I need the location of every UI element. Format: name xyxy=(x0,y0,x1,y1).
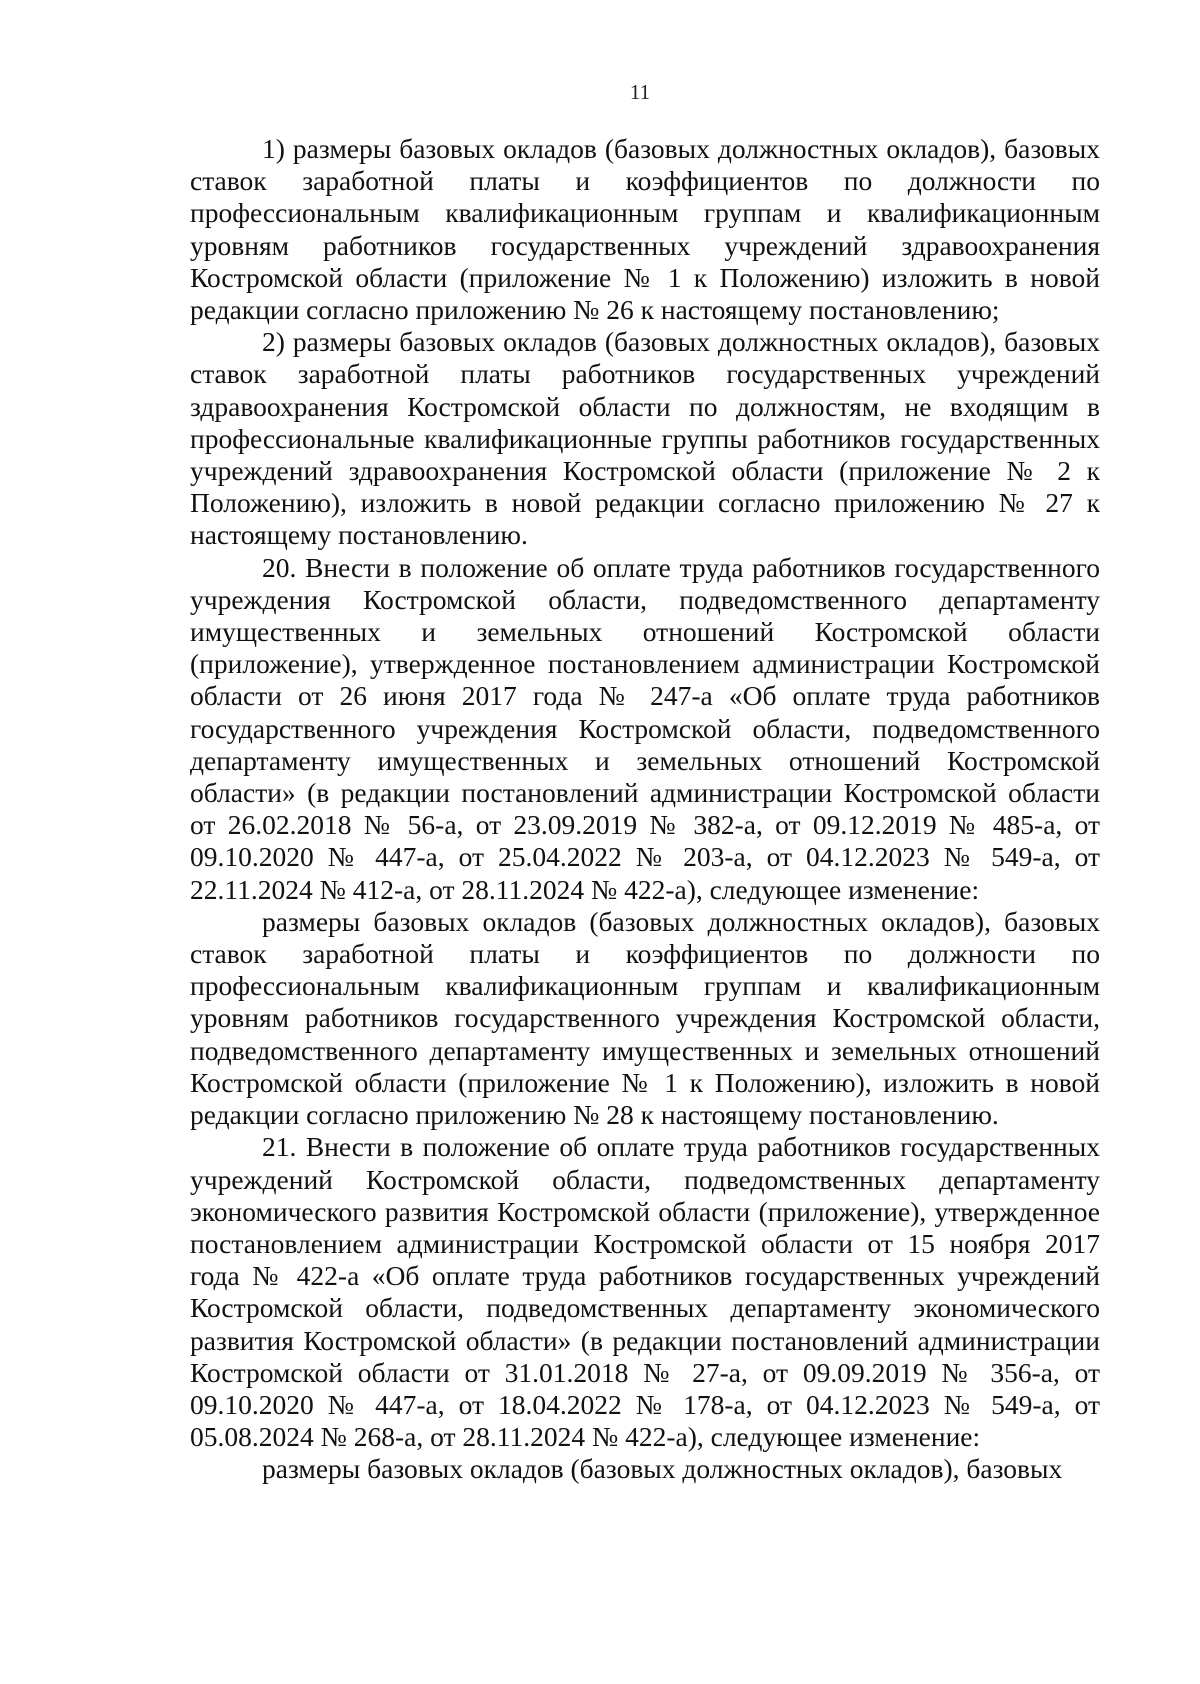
paragraph-item-1: 1) размеры базовых окладов (базовых должностных окладов), базовых ставок заработной платы и коэффициентов по должности по профессиональным квалификационным группам и квалификационным уровням работников государственных учреждений здравоохранения Костромской области (приложение № 1 к Положению) изложить в новой редакции согласно приложению № 26 к настоящему постановлению; xyxy=(190,133,1100,326)
paragraph-item-2: 2) размеры базовых окладов (базовых должностных окладов), базовых ставок заработной платы работников государственных учреждений здравоохранения Костромской области по должностям, не входящим в профессиональные квалификационные группы работников государственных учреждений здравоохранения Костромской области (приложение № 2 к Положению), изложить в новой редакции согласно приложению № 27 к настоящему постановлению. xyxy=(190,326,1100,551)
page-number: 11 xyxy=(629,80,651,104)
paragraph-clause-21: 21. Внести в положение об оплате труда работников государственных учреждений Костромской области, подведомственных департаменту экономического развития Костромской области (приложение), утвержденное постановлением администрации Костромской области от 15 ноября 2017 года № 422-а «Об оплате труда работников государственных учреждений Костромской области, подведомственных департаменту экономического развития Костромской области» (в редакции постановлений администрации Костромской области от 31.01.2018 № 27-а, от 09.09.2019 № 356-а, от 09.10.2020 № 447-а, от 18.04.2022 № 178-а, от 04.12.2023 № 549-а, от 05.08.2024 № 268-а, от 28.11.2024 № 422-а), следующее изменение: xyxy=(190,1131,1100,1453)
paragraph-clause-20: 20. Внести в положение об оплате труда работников государственного учреждения Костромской области, подведомственного департаменту имущественных и земельных отношений Костромской области (приложение), утвержденное постановлением администрации Костромской области от 26 июня 2017 года № 247-а «Об оплате труда работников государственного учреждения Костромской области, подведомственного департаменту имущественных и земельных отношений Костромской области» (в редакции постановлений администрации Костромской области от 26.02.2018 № 56-а, от 23.09.2019 № 382-а, от 09.12.2019 № 485-а, от 09.10.2020 № 447-а, от 25.04.2022 № 203-а, от 04.12.2023 № 549-а, от 22.11.2024 № 412-а, от 28.11.2024 № 422-а), следующее изменение: xyxy=(190,551,1100,905)
document-body xyxy=(190,133,1100,1486)
paragraph-clause-21-change: размеры базовых окладов (базовых должностных окладов), базовых xyxy=(262,1453,1063,1485)
paragraph-clause-20-change: размеры базовых окладов (базовых должностных окладов), базовых ставок заработной платы и коэффициентов по должности по профессиональным квалификационным группам и квалификационным уровням работников государственного учреждения Костромской области, подведомственного департаменту имущественных и земельных отношений Костромской области (приложение № 1 к Положению), изложить в новой редакции согласно приложению № 28 к настоящему постановлению. xyxy=(190,905,1100,1131)
